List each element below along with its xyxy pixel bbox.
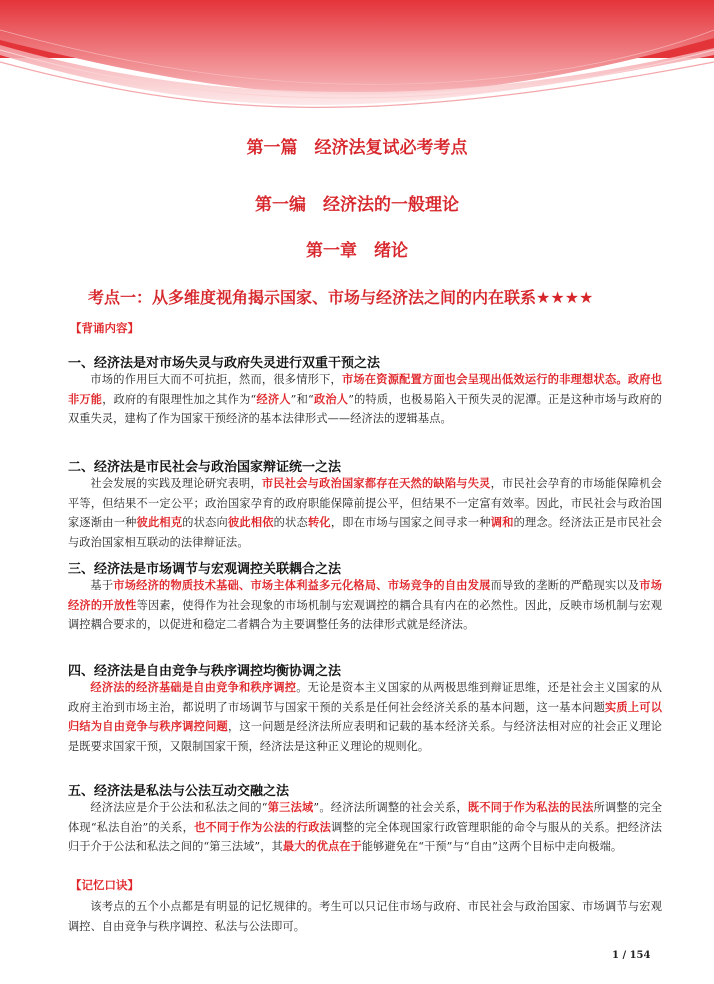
text-run: ”。经济法所调整的社会关系， [313,801,468,814]
text-run: 市场的作用巨大而不可抗拒，然而，很多情形下， [90,373,342,386]
text-run: ”和“ [290,392,314,406]
highlighted-phrase: 实质上可以归结为自由竞争与秩序调控问题 [68,699,662,734]
section-paragraph-3 [68,576,662,635]
highlighted-phrase: 政治人 [313,391,349,406]
text-run: 的理念。经济法正是市民社会与政治国家相互联动的法律辩证法。 [68,516,663,549]
section-heading-5: 五、经济法是私法与公法互动交融之法 [68,784,290,799]
key-point-heading: 考点一：从多维度视角揭示国家、市场与经济法之间的内在联系★★★★ [88,288,594,307]
section-paragraph-2 [68,474,662,552]
section-paragraph-4 [68,678,662,756]
section-heading-4: 四、经济法是自由竞争与秩序调控均衡协调之法 [68,664,342,679]
section-title: 第一编 经济法的一般理论 [255,195,459,215]
chapter-title: 第一章 绪论 [306,241,408,261]
page-number: 1 / 154 [612,950,651,961]
text-run: 经济法应是介于公法和私法之间的“ [90,801,268,814]
highlighted-phrase: 彼此相克 [136,515,183,530]
text-run: 。无论是资本主义国家的从两极思维到辩证思维，还是社会主义国家的从政府主治到市场主治，都说明了市场调节与国家干预的关系是任何社会经济关系的基本问题，这一基本问题 [68,681,662,714]
highlighted-phrase: 经济法的经济基础是自由竞争和秩序调控 [90,680,297,694]
text-run: 等因素，使得作为社会现象的市场机制与宏观调控的耦合具有内在的必然性。因此，反映市场机制与宏观调控耦合要求的，以促进和稳定二者耦合为主要调整任务的法律形式就是经济法。 [68,598,662,632]
text-run: 的状态 [273,516,308,530]
text-run: ”的特质，也极易陷入干预失灵的泥潭。正是这种市场与政府的双重失灵，建构了作为国家干预经济的基本法律形式——经济法的逻辑基点。 [68,392,662,426]
text-run: 能够避免在“干预”与“自由”这两个目标中走向极端。 [361,840,623,854]
highlighted-phrase: 既不同于作为私法的民法 [467,800,594,814]
highlighted-phrase: 第三法域 [267,800,314,814]
highlighted-phrase: 市民社会与政治国家都存在天然的缺陷与失灵 [261,476,491,490]
section-paragraph-5 [68,798,662,857]
text-run: ，即在市场与国家之间寻求一种 [330,516,491,530]
highlighted-phrase: 调和 [490,515,514,530]
text-run: 调整的完全体现国家行政管理职能的命令与服从的关系。把经济法归于介于公法和私法之间的“第三法域”，其 [68,820,663,854]
highlighted-phrase: 市场经济的物质技术基础、市场主体利益多元化格局、市场竞争的自由发展 [113,578,491,592]
section-heading-3: 三、经济法是市场调节与宏观调控关联耦合之法 [68,562,342,577]
part-title: 第一篇 经济法复试必考考点 [246,138,468,158]
text-run: 的状态向 [182,516,228,530]
highlighted-phrase: 彼此相依 [227,515,274,530]
section-heading-1: 一、经济法是对市场失灵与政府失灵进行双重干预之法 [68,356,381,371]
memory-tip-paragraph: 该考点的五个小点都是有明显的记忆规律的。考生可以只记住市场与政府、市民社会与政治国家、市场调节与宏观调控、自由竞争与秩序调控、私法与公法即可。 [68,900,662,933]
highlighted-phrase: 也不同于作为公法的行政法 [194,819,332,834]
text-run: 而导致的垄断的严酷现实以及 [490,579,640,592]
highlighted-phrase: 市场在资源配置方面也会呈现出低效运行的非理想状态。政府也非万能 [68,372,662,406]
section-heading-2: 二、经济法是市民社会与政治国家辩证统一之法 [68,460,342,475]
highlighted-phrase: 转化 [307,515,331,530]
text-run: 基于 [90,579,114,592]
text-run: ，这一问题是经济法所应表明和记载的基本经济关系。与经济法相对应的社会正义理论是既要求国家干预，又限制国家干预，经济法是这种正义理论的规则化。 [68,720,662,753]
highlighted-phrase: 最大的优点在于 [282,839,362,854]
text-run: ，市民社会孕育的市场能保障机会平等，但结果不一定公平；政治国家孕育的政府职能保障前提公平，但结果不一定富有效率。因此，市民社会与政治国家逐渐由一种 [68,477,662,530]
text-run: 所调整的完全体现“私法自治”的关系， [68,801,662,834]
recite-content-label: 【背诵内容】 [70,321,139,335]
text-run: ，政府的有限理性加之其作为“ [102,392,257,406]
highlighted-phrase: 经济人 [256,391,291,406]
decorative-red-wave-banner [0,0,714,110]
highlighted-phrase: 市场经济的开放性 [68,578,662,612]
text-run: 社会发展的实践及理论研究表明， [90,477,262,490]
section-paragraph-1 [68,370,662,429]
memory-tip-label: 【记忆口诀】 [70,878,139,892]
